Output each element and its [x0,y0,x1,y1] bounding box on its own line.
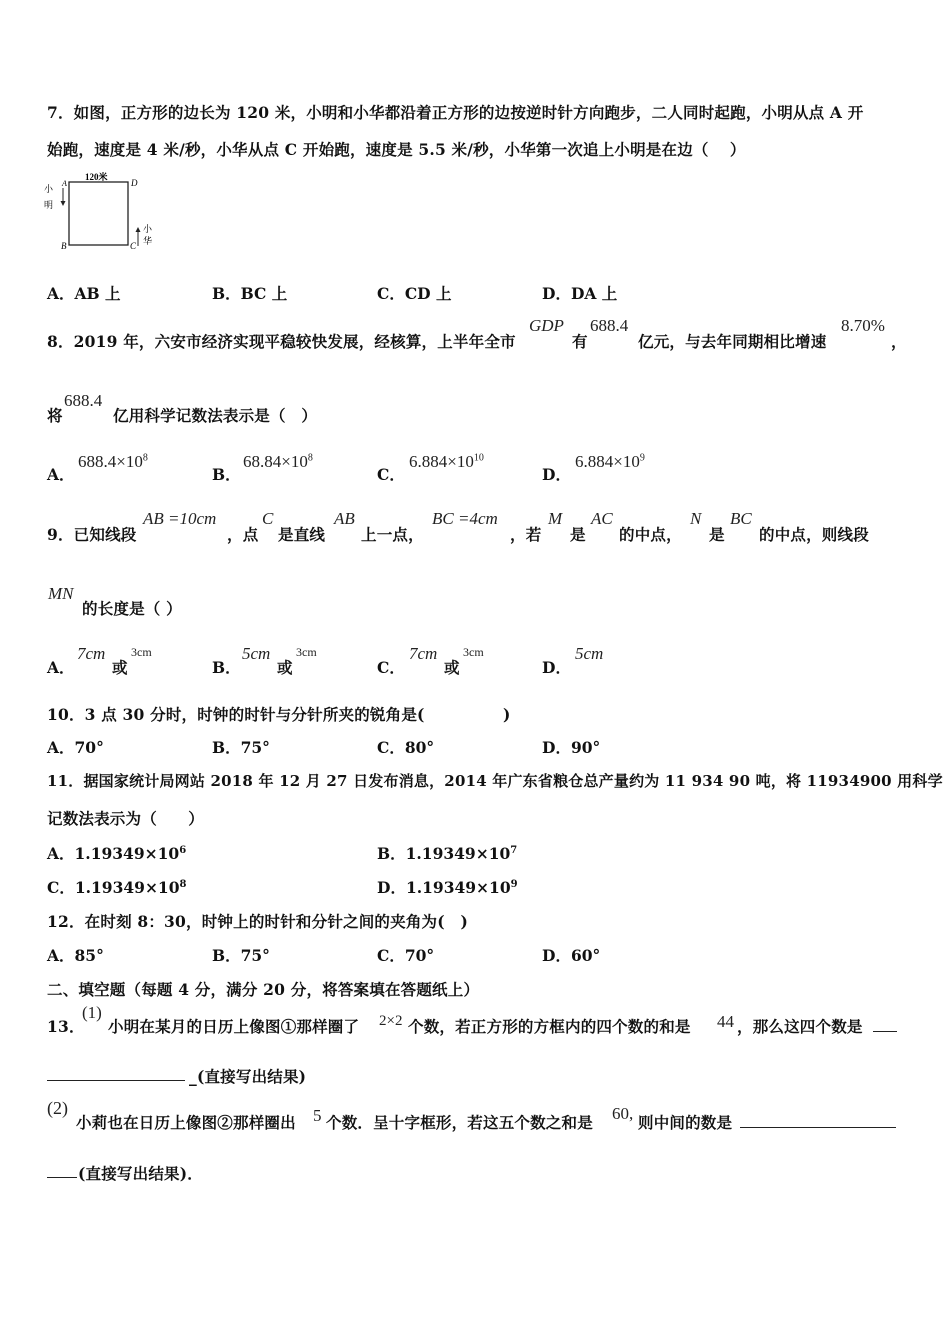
q13-number: 13． [47,1017,85,1036]
q13-sixty: 60, [612,1104,634,1123]
q9-text4: 上一点， [361,525,424,544]
q8-option-a-label[interactable]: A． [47,465,75,484]
q8-option-d-value[interactable]: $6.884\times 10^9$ [575,452,645,471]
q8-option-b-value[interactable]: $68.84\times 10^8$ [243,452,313,471]
q9-text9: 的中点，则线段 [759,525,869,544]
q10-option-a[interactable]: A．70° [47,738,104,757]
q7-line2: 始跑，速度是 4 米/秒，小华从点 C 开始跑，速度是 5.5 米/秒，小华第一次追上小明是在边（ ） [47,140,746,159]
q9-point-c: C [262,509,274,528]
fig-xiaohua-1: 小 [143,225,153,235]
q7-square-figure [42,170,162,252]
q9-option-b-v1[interactable]: 5cm [242,644,271,663]
q7-line1: 7．如图，正方形的边长为 120 米，小明和小华都沿着正方形的边按逆时针方向跑步，二人同时起跑，小明从点 A 开 [47,103,864,122]
q8-option-a-value[interactable]: $688.4\times 10^8$ [78,452,148,471]
q9-text3: 是直线 [278,525,326,544]
svg-text:C: C [130,241,137,251]
q9-bc2: BC [730,509,752,528]
fig-xiaoming-1: 小 [44,185,54,195]
q9-point-m: M [548,509,563,528]
q11-line2: 记数法表示为（ ） [47,809,205,828]
q9-text2: ，点 [227,525,259,544]
q9-option-b-or[interactable]: 或 [277,658,293,677]
q13-text7: 则中间的数是 [638,1113,733,1132]
q13-part2-marker: (2) [47,1098,68,1118]
svg-text:B: B [61,241,67,251]
q9-option-d-v1[interactable]: 5cm [575,644,604,663]
q9-option-b-label[interactable]: B． [212,658,241,677]
q12-option-a[interactable]: A．85° [47,946,104,965]
q8-option-b-label[interactable]: B． [212,465,241,484]
q9-option-c-label[interactable]: C． [377,658,405,677]
q9-option-a-v1[interactable]: 7cm [77,644,106,663]
q11-option-c[interactable]: C．$1.19349\times 10^8$ [47,878,187,897]
q10-option-c[interactable]: C．80° [377,738,435,757]
q13-expr: 2×2 [379,1013,403,1029]
q9-option-b-v2[interactable]: 3cm [296,645,317,659]
q7-option-b[interactable]: B．BC 上 [212,284,288,303]
q9-option-d-label[interactable]: D． [542,658,571,677]
q8-gdp: GDP [529,316,564,335]
q9-text5: ，若 [510,525,542,544]
q9-text7: 的中点， [619,525,682,544]
q9-text1: 9．已知线段 [47,525,137,544]
q9-text8: 是 [709,525,725,544]
q12-option-c[interactable]: C．70° [377,946,435,965]
q10-text: 10．3 点 30 分时，时钟的时针与分针所夹的锐角是( ) [47,705,511,724]
q9-mn: MN [48,584,74,603]
q9-text10: 的长度是（ ） [82,599,182,618]
q13-answer-blank-2[interactable] [740,1112,896,1132]
q9-option-a-v2[interactable]: 3cm [131,645,152,659]
q7-option-a[interactable]: A．AB 上 [47,284,121,303]
q12-option-b[interactable]: B．75° [212,946,270,965]
q10-option-d[interactable]: D．90° [542,738,601,757]
section-fill-in-heading: 二、填空题（每题 4 分，满分 20 分，将答案填在答题纸上） [47,980,480,999]
q8-text5: 将 [47,406,63,425]
q9-ac: AC [591,509,613,528]
q8-text2: 有 [572,332,588,351]
q9-option-a-label[interactable]: A． [47,658,75,677]
q13-five: 5 [313,1106,322,1125]
q13-sum: 44 [717,1012,734,1031]
q13-answer-blank-1b[interactable] [47,1065,185,1085]
q13-part1-marker: (1) [82,1003,102,1022]
q13-text1: 小明在某月的日历上像图①那样圈了 [108,1017,360,1036]
q12-text: 12．在时刻 8：30，时钟上的时针和分针之间的夹角为( ) [47,912,468,931]
q9-ab-length: AB =10cm [143,509,217,528]
q11-option-d[interactable]: D．$1.19349\times 10^9$ [377,878,518,897]
q9-option-c-or[interactable]: 或 [444,658,460,677]
q9-option-a-or[interactable]: 或 [112,658,128,677]
q13-text4: _(直接写出结果) [189,1067,307,1086]
q8-text4: ， [891,332,907,351]
svg-text:A: A [62,179,67,188]
q9-text6: 是 [570,525,586,544]
q7-option-c[interactable]: C．CD 上 [377,284,452,303]
q9-option-c-v1[interactable]: 7cm [409,644,438,663]
q13-answer-blank-2b[interactable] [47,1162,77,1182]
q13-text3: ，那么这四个数是 [737,1017,863,1036]
q10-option-b[interactable]: B．75° [212,738,270,757]
q13-text6: 个数．呈十字框形，若这五个数之和是 [326,1113,593,1132]
q8-option-c-label[interactable]: C． [377,465,405,484]
q11-option-b[interactable]: B．$1.19349\times 10^7$ [377,844,518,863]
q12-option-d[interactable]: D．60° [542,946,601,965]
q8-value2: 688.4 [64,391,103,410]
q13-text2: 个数，若正方形的方框内的四个数的和是 [408,1017,691,1036]
q13-answer-blank-1[interactable] [873,1016,897,1036]
q8-text1: 8．2019 年，六安市经济实现平稳较快发展，经核算，上半年全市 [47,332,516,351]
q8-option-c-value[interactable]: $6.884\times 10^{10}$ [409,452,484,471]
q9-bc-length: BC =4cm [432,509,498,528]
fig-side-label: 120米 [85,172,108,182]
q7-option-d[interactable]: D．DA 上 [542,284,618,303]
q11-option-a[interactable]: A．$1.19349\times 10^6$ [47,844,187,863]
q13-text8: (直接写出结果)． [78,1164,203,1183]
q9-point-n: N [690,509,702,528]
q8-option-d-label[interactable]: D． [542,465,571,484]
q8-text6: 亿用科学记数法表示是（ ） [113,406,318,425]
q8-value: 688.4 [590,316,629,335]
q9-ab2: AB [334,509,355,528]
q9-option-c-v2[interactable]: 3cm [463,645,484,659]
q13-text5: 小莉也在日历上像图②那样圈出 [76,1113,296,1132]
fig-xiaohua-2: 华 [143,237,153,247]
q8-text3: 亿元，与去年同期相比增速 [638,332,827,351]
svg-text:D: D [131,178,138,188]
q11-line1: 11．据国家统计局网站 2018 年 12 月 27 日发布消息，2014 年广东省粮仓总产量约为 11 934 90 吨，将 11934900 用科学 [47,772,943,790]
q8-percent: 8.70% [841,316,885,335]
fig-xiaoming-2: 明 [44,201,54,211]
